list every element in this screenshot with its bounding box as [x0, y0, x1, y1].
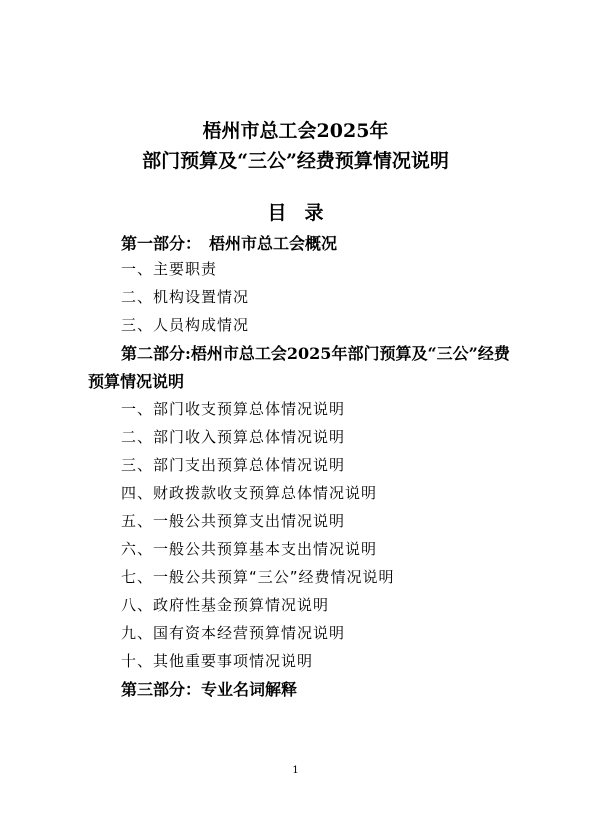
toc-item: 六、一般公共预算基本支出情况说明 — [121, 540, 378, 558]
toc-item: 十、其他重要事项情况说明 — [121, 652, 314, 670]
toc-item: 三、人员构成情况 — [121, 316, 250, 334]
title-line-2: 部门预算及“三公”经费预算情况说明 — [142, 150, 449, 172]
toc-item: 一、部门收支预算总体情况说明 — [121, 400, 346, 418]
title-line-1: 梧州市总工会2025年 — [202, 120, 389, 142]
toc-item: 九、国有资本经营预算情况说明 — [121, 624, 346, 642]
page-number: 1 — [292, 765, 299, 776]
part-2-title-line-2: 预算情况说明 — [88, 372, 185, 391]
toc-item: 七、一般公共预算“三公”经费情况说明 — [121, 568, 395, 586]
toc-item: 二、机构设置情况 — [121, 288, 250, 306]
toc-item: 一、主要职责 — [121, 260, 218, 278]
toc-item: 四、财政拨款收支预算总体情况说明 — [121, 484, 378, 502]
toc-item: 五、一般公共预算支出情况说明 — [121, 512, 346, 530]
part-1-title: 梧州市总工会概况 — [209, 234, 338, 253]
part-1-label: 第一部分： — [121, 234, 202, 253]
toc-item: 二、部门收入预算总体情况说明 — [121, 428, 346, 446]
part-3-title: 第三部分：专业名词解释 — [121, 680, 298, 699]
toc-heading: 目录 — [267, 202, 342, 224]
toc-item: 八、政府性基金预算情况说明 — [121, 596, 330, 614]
toc-item: 三、部门支出预算总体情况说明 — [121, 456, 346, 474]
part-2-title-line-1: 第二部分:梧州市总工会2025年部门预算及“三公”经费 — [121, 344, 510, 363]
